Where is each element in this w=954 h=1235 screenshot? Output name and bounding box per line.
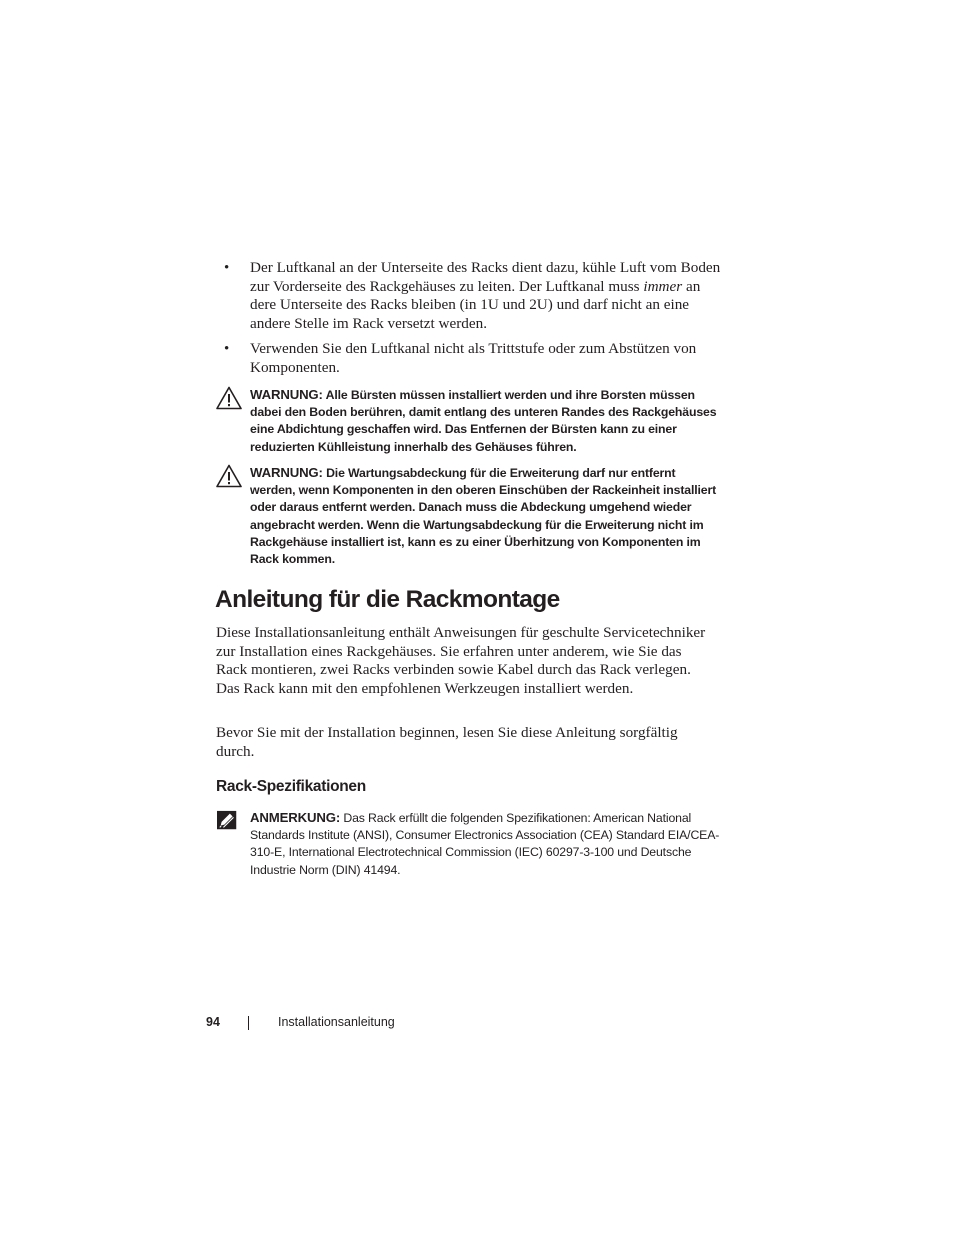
bullet-text: Verwenden Sie den Luftkanal nicht als Trittstufe oder zum Abstützen von Komponenten.	[250, 340, 697, 376]
list-item	[224, 340, 724, 377]
bullet-text: an dere Unterseite des Racks bleiben (in 1U und 2U) und darf nicht an eine andere Stelle im Rack versetzt werden.	[250, 277, 701, 332]
note-notice	[216, 809, 720, 879]
note-text	[250, 809, 720, 879]
warning-body: Die Wartungsabdeckung für die Erweiterung darf nur entfernt werden, wenn Komponenten in den oberen Einschüben der Rackeinheit installiert oder daraus entfernt werden. Danach muss die Abdeckung umgehend wieder angebracht werden. Wenn die Wartungsabdeckung für die Erweiterung nicht im Rackgehäuse installiert ist, kann es zu einer Überhitzung von Komponenten im Rack kommen.	[250, 466, 717, 567]
note-label: ANMERKUNG:	[250, 810, 341, 825]
warning-label: WARNUNG:	[250, 387, 323, 402]
warning-triangle-icon	[216, 464, 242, 488]
footer-divider	[248, 1016, 249, 1030]
subsection-title: Rack-Spezifikationen	[216, 778, 366, 795]
footer-title: Installationsanleitung	[278, 1015, 395, 1029]
list-item	[224, 259, 724, 333]
page-number: 94	[206, 1015, 220, 1029]
note-body: Das Rack erfüllt die folgenden Spezifikationen: American National Standards Institute (ANSI), Consumer Electronics Association (CEA) Standard EIA/CEA-310-E, International Electrotechnical Commission (IEC) 60297-3-100 und Deutsche Industrie Norm (DIN) 41494.	[250, 811, 720, 877]
warning-triangle-icon	[216, 386, 242, 410]
warning-body: Alle Bürsten müssen installiert werden und ihre Borsten müssen dabei den Boden berühren, damit entlang des unteren Randes des Rackgehäuses eine Abdichtung geschaffen wird. Das Entfernen der Bürsten kann zu einer reduzierten Kühlleistung innerhalb des Gehäuses führen.	[250, 388, 717, 454]
bullet-text: Der Luftkanal an der Unterseite des Racks dient dazu, kühle Luft vom Boden zur Vorderseite des Rackgehäuses zu leiten. Der Luftkanal muss	[250, 259, 721, 295]
section-title: Anleitung für die Rackmontage	[215, 586, 560, 613]
warning-notice	[216, 386, 720, 456]
section-paragraph: Diese Installationsanleitung enthält Anweisungen für geschulte Servicetechniker zur Installation eines Rackgehäuses. Sie erfahren unter anderem, wie Sie das Rack montieren, zwei Racks verbinden sowie Kabel durch das Rack verlegen. Das Rack kann mit den empfohlenen Werkzeugen installiert werden.	[216, 624, 706, 697]
bullet-list	[224, 259, 724, 385]
warning-notice	[216, 464, 720, 568]
bullet-dot: •	[224, 341, 230, 358]
warning-label: WARNUNG:	[250, 465, 323, 480]
bullet-dot: •	[224, 260, 230, 276]
bullet-emphasis: immer	[643, 277, 683, 295]
note-pencil-icon	[216, 810, 240, 832]
section-paragraph: Bevor Sie mit der Installation beginnen, lesen Sie diese Anleitung sorgfältig durch.	[216, 724, 678, 760]
warning-text	[250, 464, 720, 568]
warning-text	[250, 386, 720, 456]
